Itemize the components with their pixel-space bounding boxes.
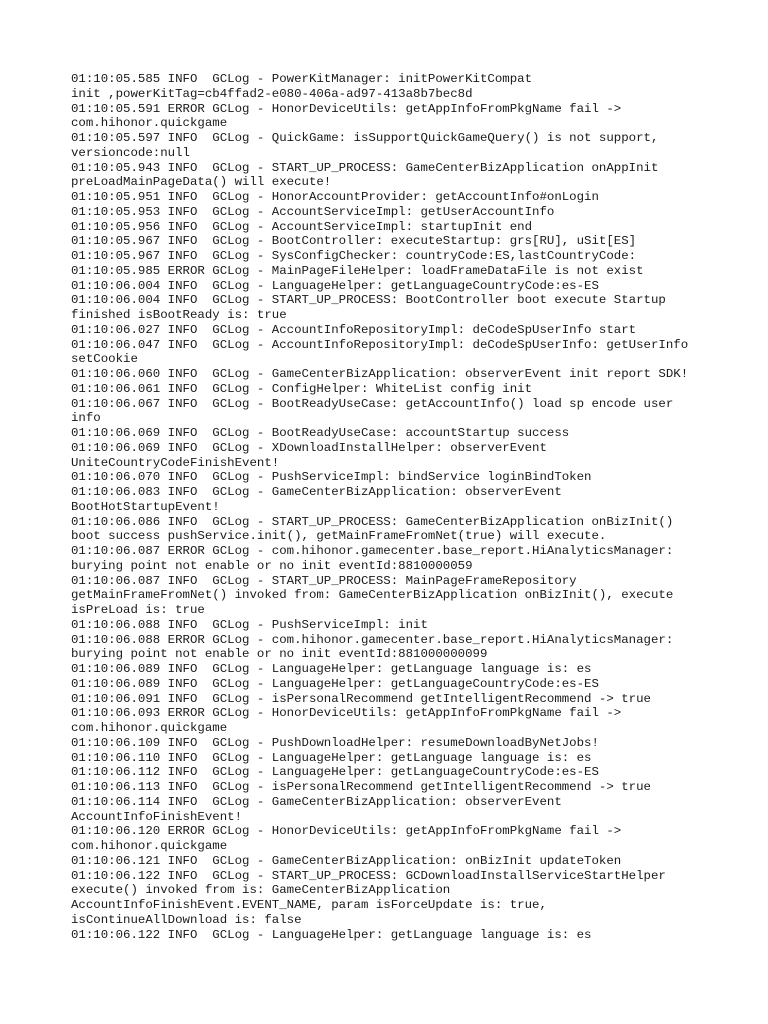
log-line: 01:10:06.122 INFO GCLog - LanguageHelper: getLanguage language is: es — [71, 927, 592, 942]
log-line: 01:10:06.087 INFO GCLog - START_UP_PROCESS: MainPageFrameRepository — [71, 573, 577, 588]
log-line: 01:10:05.967 INFO GCLog - BootController: executeStartup: grs[RU], uSit[ES] — [71, 234, 637, 249]
log-line: boot success pushService.init(), getMainFrameFromNet(true) will execute. — [71, 529, 607, 544]
log-line: finished isBootReady is: true — [71, 308, 287, 322]
log-line: 01:10:06.086 INFO GCLog - START_UP_PROCESS: GameCenterBizApplication onBizInit() — [71, 514, 674, 529]
log-line: com.hihonor.quickgame — [71, 721, 228, 735]
log-line: 01:10:06.070 INFO GCLog - PushServiceImpl: bindService loginBindToken — [71, 470, 592, 485]
log-line: init ,powerKitTag=cb4ffad2-e080-406a-ad97-413a8b7bec8d — [71, 86, 473, 101]
log-line: 01:10:06.091 INFO GCLog - isPersonalRecommend getIntelligentRecommend -> true — [71, 691, 651, 706]
log-line: AccountInfoFinishEvent! — [71, 809, 243, 824]
log-line: 01:10:06.047 INFO GCLog - AccountInfoRepositoryImpl: deCodeSpUserInfo: getUserInfo — [71, 337, 689, 352]
log-line: 01:10:05.951 INFO GCLog - HonorAccountProvider: getAccountInfo#onLogin — [71, 190, 599, 204]
log-line: 01:10:06.088 INFO GCLog - PushServiceImpl: init — [71, 617, 428, 632]
log-line: 01:10:06.061 INFO GCLog - ConfigHelper: WhiteList config init — [71, 381, 533, 396]
log-line: info — [71, 411, 101, 426]
log-line: 01:10:06.112 INFO GCLog - LanguageHelper: getLanguageCountryCode:es-ES — [71, 765, 599, 780]
log-line: 01:10:06.122 INFO GCLog - START_UP_PROCESS: GCDownloadInstallServiceStartHelper — [71, 868, 666, 883]
log-line: 01:10:06.083 INFO GCLog - GameCenterBizApplication: observerEvent — [71, 485, 562, 499]
log-text-block — [71, 72, 731, 942]
log-line: 01:10:06.120 ERROR GCLog - HonorDeviceUtils: getAppInfoFromPkgName fail -> — [71, 824, 622, 839]
log-line: 01:10:05.956 INFO GCLog - AccountServiceImpl: startupInit end — [71, 219, 533, 234]
log-line: 01:10:06.067 INFO GCLog - BootReadyUseCase: getAccountInfo() load sp encode user — [71, 396, 674, 411]
log-line: 01:10:06.004 INFO GCLog - LanguageHelper: getLanguageCountryCode:es-ES — [71, 278, 599, 293]
log-line: versioncode:null — [71, 145, 190, 160]
log-line: 01:10:06.087 ERROR GCLog - com.hihonor.gamecenter.base_report.HiAnalyticsManager: — [71, 544, 674, 558]
log-line: isContinueAllDownload is: false — [71, 912, 302, 927]
log-line: 01:10:06.060 INFO GCLog - GameCenterBizApplication: observerEvent init report SDK! — [71, 367, 689, 381]
log-line: isPreLoad is: true — [71, 603, 205, 617]
log-line: 01:10:05.943 INFO GCLog - START_UP_PROCESS: GameCenterBizApplication onAppInit — [71, 160, 659, 175]
log-line: 01:10:06.109 INFO GCLog - PushDownloadHelper: resumeDownloadByNetJobs! — [71, 735, 599, 750]
log-line: setCookie — [71, 352, 138, 367]
log-line: getMainFrameFromNet() invoked from: GameCenterBizApplication onBizInit(), execute — [71, 588, 674, 603]
log-line: burying point not enable or no init eventId:8810000059 — [71, 558, 473, 573]
log-line: 01:10:05.585 INFO GCLog - PowerKitManager: initPowerKitCompat — [71, 72, 533, 86]
log-line: UniteCountryCodeFinishEvent! — [71, 455, 280, 470]
log-line: BootHotStartupEvent! — [71, 499, 220, 514]
log-line: execute() invoked from is: GameCenterBizApplication — [71, 883, 451, 898]
log-line: 01:10:06.093 ERROR GCLog - HonorDeviceUtils: getAppInfoFromPkgName fail -> — [71, 706, 622, 721]
log-line: 01:10:06.027 INFO GCLog - AccountInfoRepositoryImpl: deCodeSpUserInfo start — [71, 322, 637, 337]
log-line: 01:10:06.121 INFO GCLog - GameCenterBizApplication: onBizInit updateToken — [71, 853, 622, 868]
log-line: 01:10:06.004 INFO GCLog - START_UP_PROCESS: BootController boot execute Startup — [71, 293, 666, 308]
log-line: 01:10:05.597 INFO GCLog - QuickGame: isSupportQuickGameQuery() is not support, — [71, 131, 659, 145]
log-line: 01:10:06.089 INFO GCLog - LanguageHelper: getLanguage language is: es — [71, 662, 592, 676]
log-line: burying point not enable or no init eventId:881000000099 — [71, 647, 488, 662]
log-line: 01:10:05.967 INFO GCLog - SysConfigChecker: countryCode:ES,lastCountryCode: — [71, 249, 637, 263]
log-line: 01:10:05.953 INFO GCLog - AccountServiceImpl: getUserAccountInfo — [71, 204, 555, 219]
log-line: com.hihonor.quickgame — [71, 116, 228, 131]
log-line: AccountInfoFinishEvent.EVENT_NAME, param isForceUpdate is: true, — [71, 898, 547, 912]
log-line: 01:10:06.114 INFO GCLog - GameCenterBizApplication: observerEvent — [71, 794, 562, 809]
log-line: preLoadMainPageData() will execute! — [71, 175, 332, 190]
log-line: com.hihonor.quickgame — [71, 839, 228, 853]
log-line: 01:10:06.089 INFO GCLog - LanguageHelper: getLanguageCountryCode:es-ES — [71, 676, 599, 691]
log-line: 01:10:06.069 INFO GCLog - XDownloadInstallHelper: observerEvent — [71, 440, 547, 455]
log-line: 01:10:05.591 ERROR GCLog - HonorDeviceUtils: getAppInfoFromPkgName fail -> — [71, 101, 622, 116]
log-line: 01:10:05.985 ERROR GCLog - MainPageFileHelper: loadFrameDataFile is not exist — [71, 263, 644, 278]
log-line: 01:10:06.110 INFO GCLog - LanguageHelper: getLanguage language is: es — [71, 750, 592, 765]
log-line: 01:10:06.113 INFO GCLog - isPersonalRecommend getIntelligentRecommend -> true — [71, 780, 651, 794]
log-line: 01:10:06.069 INFO GCLog - BootReadyUseCase: accountStartup success — [71, 426, 570, 440]
log-line: 01:10:06.088 ERROR GCLog - com.hihonor.gamecenter.base_report.HiAnalyticsManager: — [71, 632, 674, 647]
